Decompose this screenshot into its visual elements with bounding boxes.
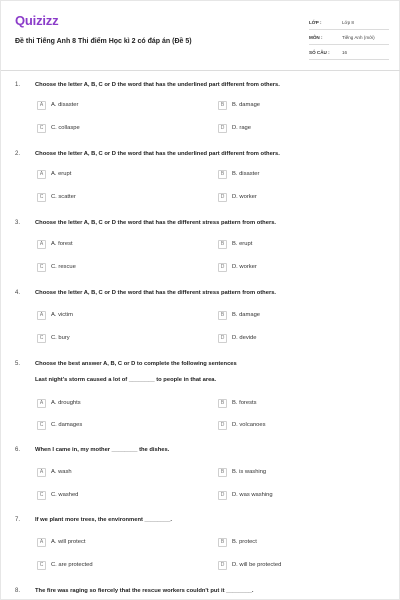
option-text: A. will protect <box>51 539 86 545</box>
option-text: B. erupt <box>232 241 253 247</box>
quizizz-logo: Quizizz <box>15 13 59 28</box>
option-text: A. droughts <box>51 400 81 406</box>
option-c[interactable] <box>37 420 82 430</box>
option-c[interactable] <box>37 490 78 500</box>
worksheet-header <box>15 13 387 71</box>
option-letter-box: A <box>37 170 46 179</box>
option-letter-box: B <box>218 101 227 110</box>
question-text: Choose the best answer A, B, C or D to complete the following sentences <box>35 361 237 367</box>
option-text: C. are protected <box>51 562 93 568</box>
question-text: Choose the letter A, B, C or D the word that has the underlined part different from others. <box>35 151 280 157</box>
question-sentence: Last night's storm caused a lot of ________ to people in that area. <box>35 377 217 383</box>
option-letter-box: B <box>218 399 227 408</box>
option-a[interactable] <box>37 239 73 249</box>
option-letter-box: D <box>218 491 227 500</box>
question-text: Choose the letter A, B, C or D the word that has the underlined part different from others. <box>35 82 280 88</box>
option-text: C. damages <box>51 422 83 428</box>
option-text: B. forests <box>232 400 257 406</box>
option-text: B. damage <box>232 312 261 318</box>
option-text: D. worker <box>232 264 257 270</box>
option-text: D. devide <box>232 335 257 341</box>
option-c[interactable] <box>37 192 76 202</box>
meta-table <box>309 15 389 60</box>
option-letter-box: A <box>37 101 46 110</box>
option-a[interactable] <box>37 537 85 547</box>
option-letter-box: C <box>37 421 46 430</box>
option-a[interactable] <box>37 310 73 320</box>
option-b[interactable] <box>218 239 252 249</box>
option-letter-box: C <box>37 334 46 343</box>
option-letter-box: A <box>37 240 46 249</box>
option-letter-box: B <box>218 170 227 179</box>
option-c[interactable] <box>37 333 70 343</box>
question-number: 7. <box>15 517 21 523</box>
option-letter-box: B <box>218 538 227 547</box>
option-letter-box: D <box>218 421 227 430</box>
option-letter-box: A <box>37 311 46 320</box>
meta-value: Lớp 8 <box>342 19 354 25</box>
option-d[interactable] <box>218 192 257 202</box>
option-text: A. forest <box>51 241 73 247</box>
option-text: B. is washing <box>232 469 267 475</box>
option-letter-box: B <box>218 468 227 477</box>
option-text: B. protect <box>232 539 257 545</box>
option-text: D. worker <box>232 194 257 200</box>
meta-row-class <box>309 15 389 30</box>
option-letter-box: D <box>218 124 227 133</box>
option-b[interactable] <box>218 310 260 320</box>
meta-value: Tiếng Anh (mới) <box>342 34 375 40</box>
question-number: 2. <box>15 151 21 157</box>
option-a[interactable] <box>37 100 78 110</box>
option-d[interactable] <box>218 123 251 133</box>
meta-row-subject <box>309 30 389 45</box>
option-letter-box: B <box>218 240 227 249</box>
option-letter-box: D <box>218 334 227 343</box>
option-text: D. will be protected <box>232 562 282 568</box>
option-b[interactable] <box>218 467 266 477</box>
meta-label: MÔN : <box>309 34 323 40</box>
option-letter-box: A <box>37 538 46 547</box>
option-text: D. volcanoes <box>232 422 266 428</box>
option-letter-box: D <box>218 263 227 272</box>
option-text: A. disaster <box>51 102 79 108</box>
meta-label: LỚP : <box>309 19 322 25</box>
meta-value: 16 <box>342 49 348 55</box>
document-title: Đề thi Tiếng Anh 8 Thi điểm Học kì 2 có đáp án (Đề 5) <box>15 38 192 45</box>
option-text: B. disaster <box>232 171 260 177</box>
option-letter-box: C <box>37 124 46 133</box>
option-c[interactable] <box>37 123 80 133</box>
option-text: C. bury <box>51 335 70 341</box>
question-text: If we plant more trees, the environment ________. <box>35 517 172 523</box>
option-b[interactable] <box>218 169 259 179</box>
option-letter-box: A <box>37 399 46 408</box>
option-text: C. collaspe <box>51 125 80 131</box>
option-a[interactable] <box>37 398 81 408</box>
question-number: 4. <box>15 290 21 296</box>
option-text: A. wash <box>51 469 72 475</box>
option-d[interactable] <box>218 262 257 272</box>
option-letter-box: D <box>218 193 227 202</box>
question-text: The fire was raging so fiercely that the rescue workers couldn't put it ________. <box>35 588 254 594</box>
question-number: 5. <box>15 361 21 367</box>
question-number: 6. <box>15 447 21 453</box>
question-number: 8. <box>15 588 21 594</box>
option-letter-box: A <box>37 468 46 477</box>
header-divider <box>1 70 400 71</box>
option-text: C. scatter <box>51 194 76 200</box>
option-letter-box: C <box>37 491 46 500</box>
option-a[interactable] <box>37 467 72 477</box>
option-text: D. rage <box>232 125 252 131</box>
option-d[interactable] <box>218 333 257 343</box>
option-b[interactable] <box>218 100 260 110</box>
option-letter-box: C <box>37 561 46 570</box>
meta-label: SỐ CÂU : <box>309 49 330 55</box>
question-text: Choose the letter A, B, C or D the word that has the different stress pattern from others. <box>35 220 277 226</box>
option-c[interactable] <box>37 560 93 570</box>
option-text: A. erupt <box>51 171 72 177</box>
option-b[interactable] <box>218 398 256 408</box>
question-text: Choose the letter A, B, C or D the word that has the different stress pattern from others. <box>35 290 277 296</box>
question-number: 3. <box>15 220 21 226</box>
option-letter-box: C <box>37 193 46 202</box>
question-number: 1. <box>15 82 21 88</box>
option-letter-box: D <box>218 561 227 570</box>
option-text: C. rescue <box>51 264 76 270</box>
option-d[interactable] <box>218 420 266 430</box>
option-b[interactable] <box>218 537 257 547</box>
option-d[interactable] <box>218 560 281 570</box>
option-text: D. was washing <box>232 492 273 498</box>
question-text: When I came in, my mother ________ the dishes. <box>35 447 170 453</box>
option-text: C. washed <box>51 492 79 498</box>
option-letter-box: C <box>37 263 46 272</box>
option-d[interactable] <box>218 490 273 500</box>
option-c[interactable] <box>37 262 76 272</box>
option-letter-box: B <box>218 311 227 320</box>
option-a[interactable] <box>37 169 71 179</box>
option-text: B. damage <box>232 102 261 108</box>
meta-row-count <box>309 45 389 60</box>
option-text: A. victim <box>51 312 73 318</box>
